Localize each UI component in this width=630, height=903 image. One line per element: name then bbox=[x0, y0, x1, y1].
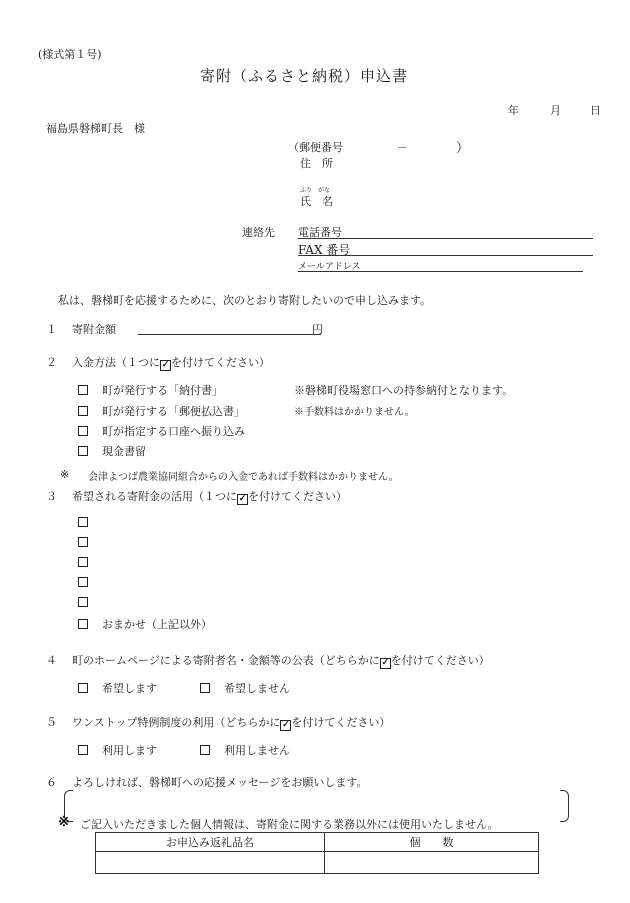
phone-line bbox=[298, 238, 593, 239]
checkbox-icon[interactable] bbox=[200, 745, 210, 755]
section4-number: ４ bbox=[46, 654, 57, 667]
section3-title bbox=[72, 488, 347, 505]
section2-title bbox=[72, 354, 270, 371]
amount-line bbox=[138, 334, 321, 335]
email-label: メールアドレス bbox=[298, 262, 361, 272]
usage-checkbox-5[interactable] bbox=[78, 597, 88, 607]
checkbox-icon[interactable] bbox=[78, 745, 88, 755]
check-icon: ✓ bbox=[282, 720, 290, 730]
date-month-label: 月 bbox=[550, 104, 561, 117]
section1-number: １ bbox=[46, 323, 57, 336]
publish-yes-label: 希望します bbox=[102, 682, 157, 695]
check-icon: ✓ bbox=[161, 360, 170, 370]
usage-checkbox-3[interactable] bbox=[78, 557, 88, 567]
phone-label: 電話番号 bbox=[298, 226, 342, 239]
postal-code-label: （郵便番号 bbox=[288, 141, 343, 154]
payment-option-3[interactable] bbox=[78, 423, 245, 439]
checkbox-icon[interactable] bbox=[200, 683, 210, 693]
page-title: 寄附（ふるさと納税）申込書 bbox=[200, 67, 409, 85]
checkbox-icon[interactable] bbox=[78, 683, 88, 693]
payment-option-1[interactable] bbox=[78, 382, 223, 398]
payment-option-3-label: 町が指定する口座へ振り込み bbox=[102, 425, 245, 438]
section3-title-pre: 希望される寄附金の活用（１つに bbox=[72, 490, 237, 503]
date-year-label: 年 bbox=[508, 104, 519, 117]
message-bracket-right bbox=[560, 790, 569, 822]
privacy-note: ご記入いただきました個人情報は、寄附金に関する業務以外には使用いたしません。 bbox=[80, 818, 499, 831]
section6-title: よろしければ、磐梯町への応援メッセージをお願いします。 bbox=[72, 776, 368, 789]
addressee: 福島県磐梯町長 様 bbox=[46, 122, 145, 135]
checkbox-icon[interactable] bbox=[78, 426, 88, 436]
usage-checkbox-2[interactable] bbox=[78, 537, 88, 547]
address-label: 住 所 bbox=[300, 157, 333, 170]
onestop-no-label: 利用しません bbox=[224, 744, 290, 757]
section4-title-post: を付けてください） bbox=[390, 654, 490, 667]
usage-checkbox-4[interactable] bbox=[78, 577, 88, 587]
check-icon: ✓ bbox=[381, 658, 390, 668]
check-icon: ✓ bbox=[238, 494, 247, 504]
payment-option-4[interactable] bbox=[78, 443, 146, 459]
section3-number: ３ bbox=[46, 490, 57, 503]
onestop-yes-label: 利用します bbox=[102, 744, 157, 757]
section6-number: ６ bbox=[46, 776, 57, 789]
checkbox-icon[interactable] bbox=[78, 406, 88, 416]
name-label: 氏 名 bbox=[300, 195, 333, 208]
section3-title-post: を付けてください） bbox=[248, 490, 347, 503]
publish-no-label: 希望しません bbox=[224, 682, 290, 695]
section5-number: ５ bbox=[46, 716, 57, 729]
payment-footnote: 会津よつば農業協同組合からの入金であれば手数料はかかりません。 bbox=[88, 472, 399, 483]
payment-option-2-label: 町が発行する「郵便払込書」 bbox=[102, 405, 245, 418]
checkbox-icon[interactable] bbox=[78, 385, 88, 395]
payment-option-2-note: ※手数料はかかりません。 bbox=[294, 407, 415, 418]
furigana-label: ふり がな bbox=[300, 187, 331, 194]
checkbox-icon[interactable] bbox=[78, 446, 88, 456]
onestop-yes[interactable] bbox=[78, 742, 157, 758]
section5-title-post: を付けてください） bbox=[291, 716, 391, 729]
payment-footnote-mark: ※ bbox=[60, 468, 70, 481]
return-gift-name-cell[interactable] bbox=[96, 852, 325, 874]
contact-label: 連絡先 bbox=[242, 226, 275, 239]
usage-checkbox-1[interactable] bbox=[78, 517, 88, 527]
intro-text: 私は、磐梯町を応援するために、次のとおり寄附したいので申し込みます。 bbox=[58, 294, 432, 307]
return-gift-quantity-cell[interactable] bbox=[325, 852, 539, 874]
checkbox-icon[interactable] bbox=[78, 619, 88, 629]
section2-number: ２ bbox=[46, 356, 57, 369]
section2-title-post: を付けてください） bbox=[171, 356, 270, 369]
privacy-mark: ※ bbox=[58, 814, 70, 830]
section2-title-pre: 入金方法（１つに bbox=[72, 356, 160, 369]
email-line bbox=[298, 271, 583, 272]
payment-option-4-label: 現金書留 bbox=[102, 445, 146, 458]
section5-title-pre: ワンストップ特例制度の利用（どちらかに bbox=[72, 716, 281, 729]
return-gift-header-name: お申込み返礼品名 bbox=[96, 833, 325, 852]
section4-title-pre: 町のホームページによる寄附者名・金額等の公表（どちらかに bbox=[72, 654, 380, 667]
fax-label: FAX 番号 bbox=[298, 243, 351, 257]
amount-unit: 円 bbox=[312, 323, 323, 336]
fax-line bbox=[298, 255, 593, 256]
payment-option-1-label: 町が発行する「納付書」 bbox=[102, 384, 223, 397]
postal-code-close: ） bbox=[456, 141, 470, 156]
section5-title bbox=[72, 714, 390, 731]
form-number: (様式第１号) bbox=[38, 48, 102, 61]
payment-option-2[interactable] bbox=[78, 403, 245, 419]
date-day-label: 日 bbox=[590, 104, 601, 117]
payment-option-1-note: ※磐梯町役場窓口への持参納付となります。 bbox=[294, 384, 514, 397]
onestop-no[interactable] bbox=[200, 742, 290, 758]
publish-yes[interactable] bbox=[78, 680, 157, 696]
section1-label: 寄附金額 bbox=[72, 323, 116, 336]
publish-no[interactable] bbox=[200, 680, 290, 696]
return-gift-table bbox=[95, 832, 539, 874]
usage-option-omakase-label: おまかせ（上記以外） bbox=[102, 618, 212, 631]
return-gift-header-quantity: 個 数 bbox=[325, 833, 539, 852]
section4-title bbox=[72, 652, 490, 669]
usage-option-omakase[interactable] bbox=[78, 616, 212, 632]
postal-code-dash: － bbox=[397, 141, 408, 154]
